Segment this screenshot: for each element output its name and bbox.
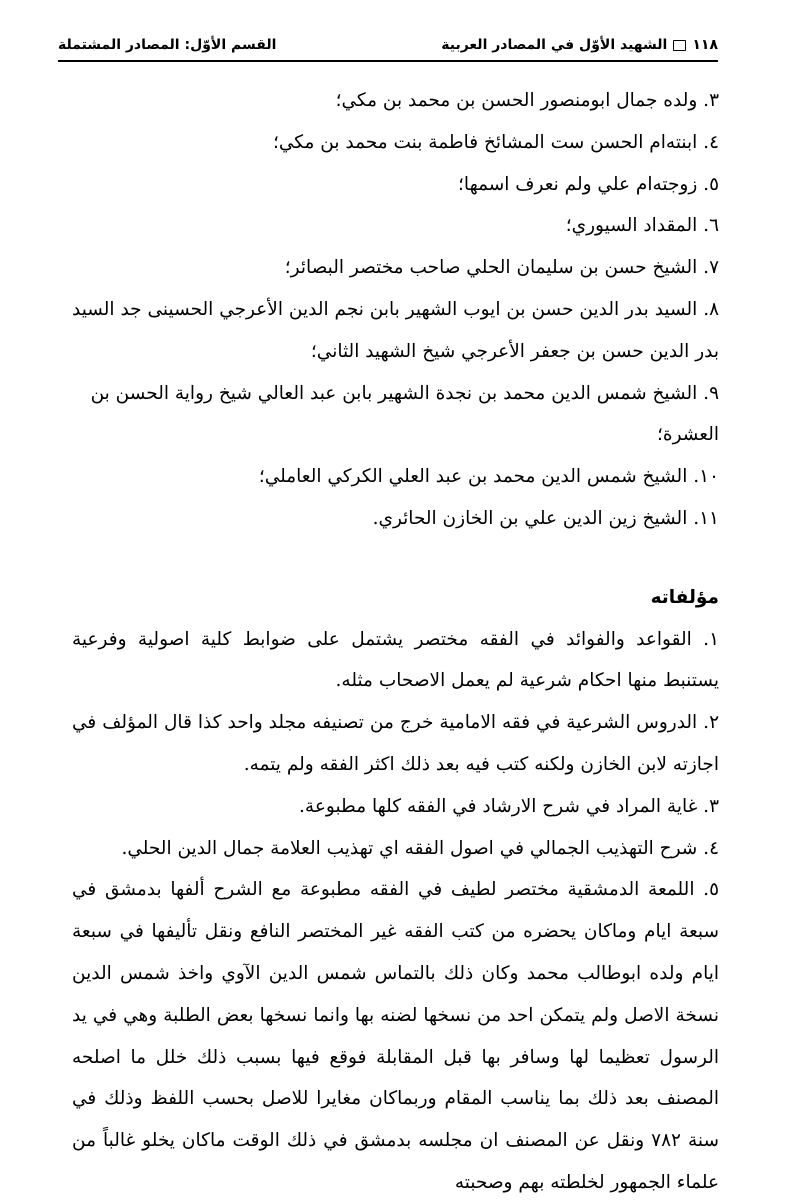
list-item: ١. القواعد والفوائد في الفقه مختصر يشتمل على ضوابط كلية اصولية وفرعية يستنبط منها احكام شرعية لم يعمل الاصحاب مثله. — [72, 628, 719, 692]
list-item: ٥. زوجته‌ام علي ولم نعرف اسمها؛ — [458, 173, 719, 195]
book-title: الشهيد الأوّل في المصادر العربية — [441, 37, 668, 53]
list-item: ٣. غاية المراد في شرح الارشاد في الفقه كلها مطبوعة. — [299, 795, 719, 817]
list-item: ٨. السيد بدر الدين حسن بن ايوب الشهير بابن نجم الدين الأعرجي الحسينى جد السيد بدر الدين حسن بن جعفر الأعرجي شيخ الشهيد الثاني؛ — [72, 298, 720, 362]
list-item: ٧. الشيخ حسن بن سليمان الحلي صاحب مختصر البصائر؛ — [284, 257, 719, 279]
works-heading: مؤلفاته — [650, 586, 719, 608]
header-divider — [58, 60, 718, 62]
page-body — [72, 80, 719, 1204]
list-item: ٢. الدروس الشرعية في فقه الامامية خرج من تصنيفه مجلد واحد كذا قال المؤلف في اجازته لابن الخازن ولكنه كتب فيه بعد ذلك اكثر الفقه ولم يتمه. — [72, 712, 719, 775]
list-item: ٤. شرح التهذيب الجمالي في اصول الفقه اي تهذيب العلامة جمال الدين الحلي. — [121, 837, 719, 859]
square-bullet-icon — [673, 40, 686, 51]
list-item: ٩. الشيخ شمس الدين محمد بن نجدة الشهير بابن عبد العالي شيخ رواية الحسن بن العشرة؛ — [90, 382, 719, 446]
section-title-header: القسم الأوّل: المصادر المشتملة — [58, 37, 277, 53]
list-item: ٦. المقداد السيوري؛ — [565, 215, 719, 237]
list-item: ٣. ولده جمال ابومنصور الحسن بن محمد بن مكي؛ — [335, 90, 719, 111]
header-right — [441, 37, 718, 53]
page-number: ١١٨ — [692, 37, 718, 53]
list-item: ١٠. الشيخ شمس الدين محمد بن عبد العلي الكركي العاملي؛ — [258, 466, 719, 488]
running-header — [58, 32, 718, 58]
list-item: ١١. الشيخ زين الدين علي بن الخازن الحائري. — [372, 507, 719, 529]
list-item: ٤. ابنته‌ام الحسن ست المشائخ فاطمة بنت محمد بن مكي؛ — [272, 131, 719, 153]
list-item: ٥. اللمعة الدمشقية مختصر لطيف في الفقه مطبوعة مع الشرح ألفها بدمشق في سبعة ايام وماكان يحضره من كتب الفقه غير المختصر النافع ونقل تأليفها في سبعة ايام ولده ابوطالب محمد وكان ذلك بالتماس شمس الدين الآوي واخذ شمس الدين نسخة الاصل ولم يتمكن احد من نسخها لضنه بها وانما نسخها بعض الطلبة وهي في يد الرسول تعظيما لها وسافر بها قبل المقابلة فوقع فيها بسبب ذلك خلل ما اصلحه المصنف بعد ذلك بما يناسب المقام وربماكان مغايرا للاصل بحسب اللفظ وذلك في سنة ٧٨٢ ونقل عن المصنف ان مجلسه بدمشق في ذلك الوقت ماكان يخلو غالباً من علماء الجمهور لخلطته بهم وصحبته — [72, 879, 719, 1193]
section-spacer — [72, 540, 719, 577]
